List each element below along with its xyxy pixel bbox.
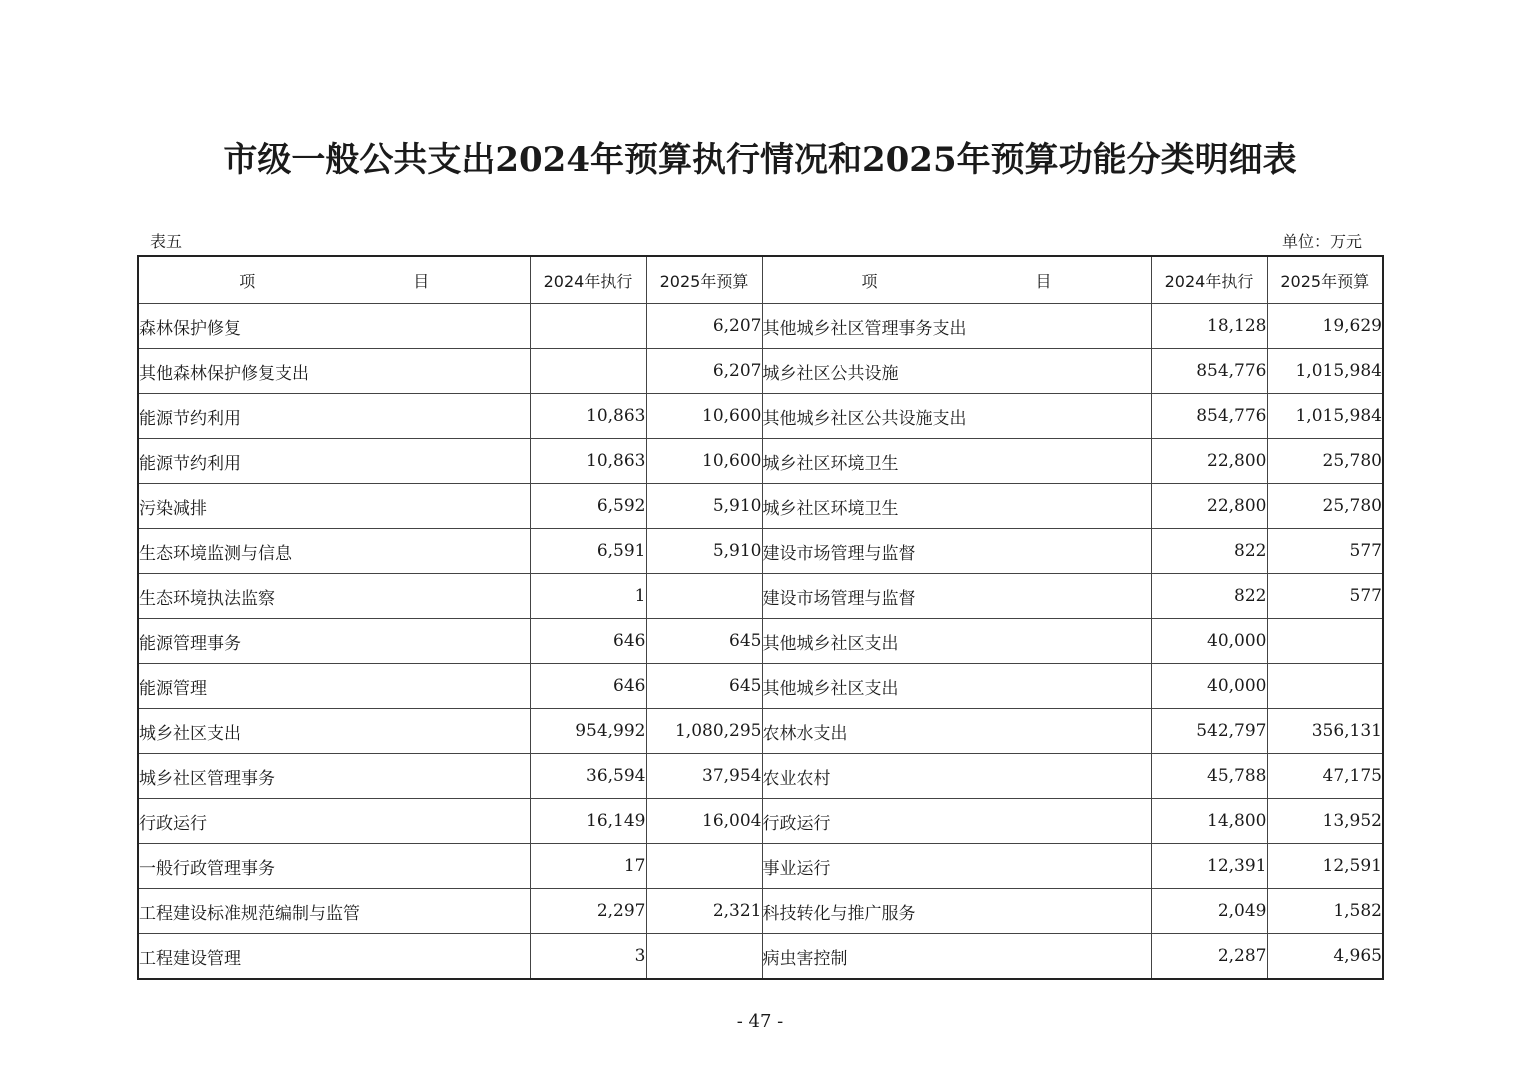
right-2024-exec-value: 822 <box>1151 529 1267 574</box>
left-2024-exec-value: 16,149 <box>530 799 646 844</box>
table-row <box>138 844 1383 889</box>
right-2025-budget-value: 1,582 <box>1267 889 1383 934</box>
right-2025-budget-value: 356,131 <box>1267 709 1383 754</box>
left-item-label: 污染减排 <box>138 484 530 529</box>
left-2025-budget-value: 5,910 <box>646 484 762 529</box>
table-row <box>138 889 1383 934</box>
right-2024-exec-value: 854,776 <box>1151 394 1267 439</box>
right-2025-budget-value: 12,591 <box>1267 844 1383 889</box>
left-item-label: 森林保护修复 <box>138 304 530 349</box>
left-2025-budget-value: 10,600 <box>646 439 762 484</box>
budget-table <box>137 255 1384 980</box>
table-row <box>138 754 1383 799</box>
left-2025-budget-value: 16,004 <box>646 799 762 844</box>
right-2024-exec-value: 2,049 <box>1151 889 1267 934</box>
right-item-label: 建设市场管理与监督 <box>762 574 1151 619</box>
left-2025-budget-value <box>646 574 762 619</box>
left-2025-budget-value: 5,910 <box>646 529 762 574</box>
left-2024-exec-value: 10,863 <box>530 439 646 484</box>
left-item-label: 工程建设标准规范编制与监管 <box>138 889 530 934</box>
left-2025-budget-value: 2,321 <box>646 889 762 934</box>
left-2025-budget-value: 6,207 <box>646 349 762 394</box>
left-item-label: 能源节约利用 <box>138 439 530 484</box>
left-2025-budget-value: 6,207 <box>646 304 762 349</box>
left-item-label: 一般行政管理事务 <box>138 844 530 889</box>
left-item-label: 能源节约利用 <box>138 394 530 439</box>
left-item-label: 生态环境执法监察 <box>138 574 530 619</box>
right-item-label: 事业运行 <box>762 844 1151 889</box>
right-2025-budget-value <box>1267 619 1383 664</box>
table-row <box>138 709 1383 754</box>
table-number-label: 表五 <box>150 232 183 251</box>
right-2025-budget-value: 577 <box>1267 574 1383 619</box>
left-item-label: 城乡社区支出 <box>138 709 530 754</box>
right-2024-exec-value: 40,000 <box>1151 619 1267 664</box>
right-item-label: 病虫害控制 <box>762 934 1151 980</box>
left-item-label: 能源管理 <box>138 664 530 709</box>
right-item-label: 行政运行 <box>762 799 1151 844</box>
right-2024-exec-value: 18,128 <box>1151 304 1267 349</box>
left-item-label: 城乡社区管理事务 <box>138 754 530 799</box>
table-row <box>138 529 1383 574</box>
table-row <box>138 619 1383 664</box>
right-item-label: 其他城乡社区支出 <box>762 664 1151 709</box>
right-2024-exec-value: 854,776 <box>1151 349 1267 394</box>
left-2024-exec-value <box>530 349 646 394</box>
right-2025-budget-value: 19,629 <box>1267 304 1383 349</box>
left-2025-budget-value: 645 <box>646 664 762 709</box>
table-row <box>138 664 1383 709</box>
left-item-label: 行政运行 <box>138 799 530 844</box>
left-2025-budget-value: 10,600 <box>646 394 762 439</box>
left-2024-exec-value: 36,594 <box>530 754 646 799</box>
right-2025-budget-value: 13,952 <box>1267 799 1383 844</box>
unit-label: 单位：万元 <box>1281 232 1362 251</box>
left-2024-exec-value: 6,591 <box>530 529 646 574</box>
header-item-left: 项 目 <box>138 256 530 304</box>
right-item-label: 其他城乡社区公共设施支出 <box>762 394 1151 439</box>
right-2025-budget-value: 25,780 <box>1267 439 1383 484</box>
left-item-label: 生态环境监测与信息 <box>138 529 530 574</box>
left-2024-exec-value: 1 <box>530 574 646 619</box>
header-2025-budget-left: 2025年预算 <box>646 256 762 304</box>
table-row <box>138 484 1383 529</box>
header-2025-budget-right: 2025年预算 <box>1267 256 1383 304</box>
right-2024-exec-value: 542,797 <box>1151 709 1267 754</box>
page-number: - 47 - <box>736 1011 784 1032</box>
right-2025-budget-value: 47,175 <box>1267 754 1383 799</box>
header-item-right: 项 目 <box>762 256 1151 304</box>
right-item-label: 科技转化与推广服务 <box>762 889 1151 934</box>
left-2024-exec-value: 646 <box>530 664 646 709</box>
left-2025-budget-value: 37,954 <box>646 754 762 799</box>
table-row <box>138 304 1383 349</box>
left-2024-exec-value: 2,297 <box>530 889 646 934</box>
right-item-label: 其他城乡社区管理事务支出 <box>762 304 1151 349</box>
left-2024-exec-value: 6,592 <box>530 484 646 529</box>
left-2025-budget-value: 1,080,295 <box>646 709 762 754</box>
table-row <box>138 574 1383 619</box>
right-2024-exec-value: 14,800 <box>1151 799 1267 844</box>
right-2024-exec-value: 822 <box>1151 574 1267 619</box>
header-2024-exec-left: 2024年执行 <box>530 256 646 304</box>
header-2024-exec-right: 2024年执行 <box>1151 256 1267 304</box>
right-item-label: 建设市场管理与监督 <box>762 529 1151 574</box>
right-2024-exec-value: 22,800 <box>1151 484 1267 529</box>
right-2025-budget-value: 1,015,984 <box>1267 349 1383 394</box>
right-item-label: 其他城乡社区支出 <box>762 619 1151 664</box>
left-2024-exec-value: 954,992 <box>530 709 646 754</box>
right-2024-exec-value: 45,788 <box>1151 754 1267 799</box>
right-item-label: 城乡社区公共设施 <box>762 349 1151 394</box>
left-2024-exec-value: 646 <box>530 619 646 664</box>
table-row <box>138 799 1383 844</box>
right-item-label: 城乡社区环境卫生 <box>762 484 1151 529</box>
left-2025-budget-value <box>646 844 762 889</box>
right-2024-exec-value: 12,391 <box>1151 844 1267 889</box>
right-2025-budget-value <box>1267 664 1383 709</box>
right-item-label: 城乡社区环境卫生 <box>762 439 1151 484</box>
left-2024-exec-value <box>530 304 646 349</box>
right-item-label: 农林水支出 <box>762 709 1151 754</box>
left-2024-exec-value: 3 <box>530 934 646 980</box>
left-item-label: 工程建设管理 <box>138 934 530 980</box>
table-header-row <box>138 256 1383 304</box>
table-row <box>138 439 1383 484</box>
right-2025-budget-value: 25,780 <box>1267 484 1383 529</box>
left-2025-budget-value: 645 <box>646 619 762 664</box>
table-row <box>138 349 1383 394</box>
left-2024-exec-value: 17 <box>530 844 646 889</box>
left-item-label: 能源管理事务 <box>138 619 530 664</box>
page-title: 市级一般公共支出2024年预算执行情况和2025年预算功能分类明细表 <box>223 140 1297 180</box>
right-2025-budget-value: 577 <box>1267 529 1383 574</box>
right-2024-exec-value: 22,800 <box>1151 439 1267 484</box>
left-2024-exec-value: 10,863 <box>530 394 646 439</box>
table-row <box>138 934 1383 980</box>
right-2024-exec-value: 2,287 <box>1151 934 1267 980</box>
right-2024-exec-value: 40,000 <box>1151 664 1267 709</box>
left-item-label: 其他森林保护修复支出 <box>138 349 530 394</box>
right-2025-budget-value: 4,965 <box>1267 934 1383 980</box>
right-item-label: 农业农村 <box>762 754 1151 799</box>
right-2025-budget-value: 1,015,984 <box>1267 394 1383 439</box>
left-2025-budget-value <box>646 934 762 980</box>
table-row <box>138 394 1383 439</box>
